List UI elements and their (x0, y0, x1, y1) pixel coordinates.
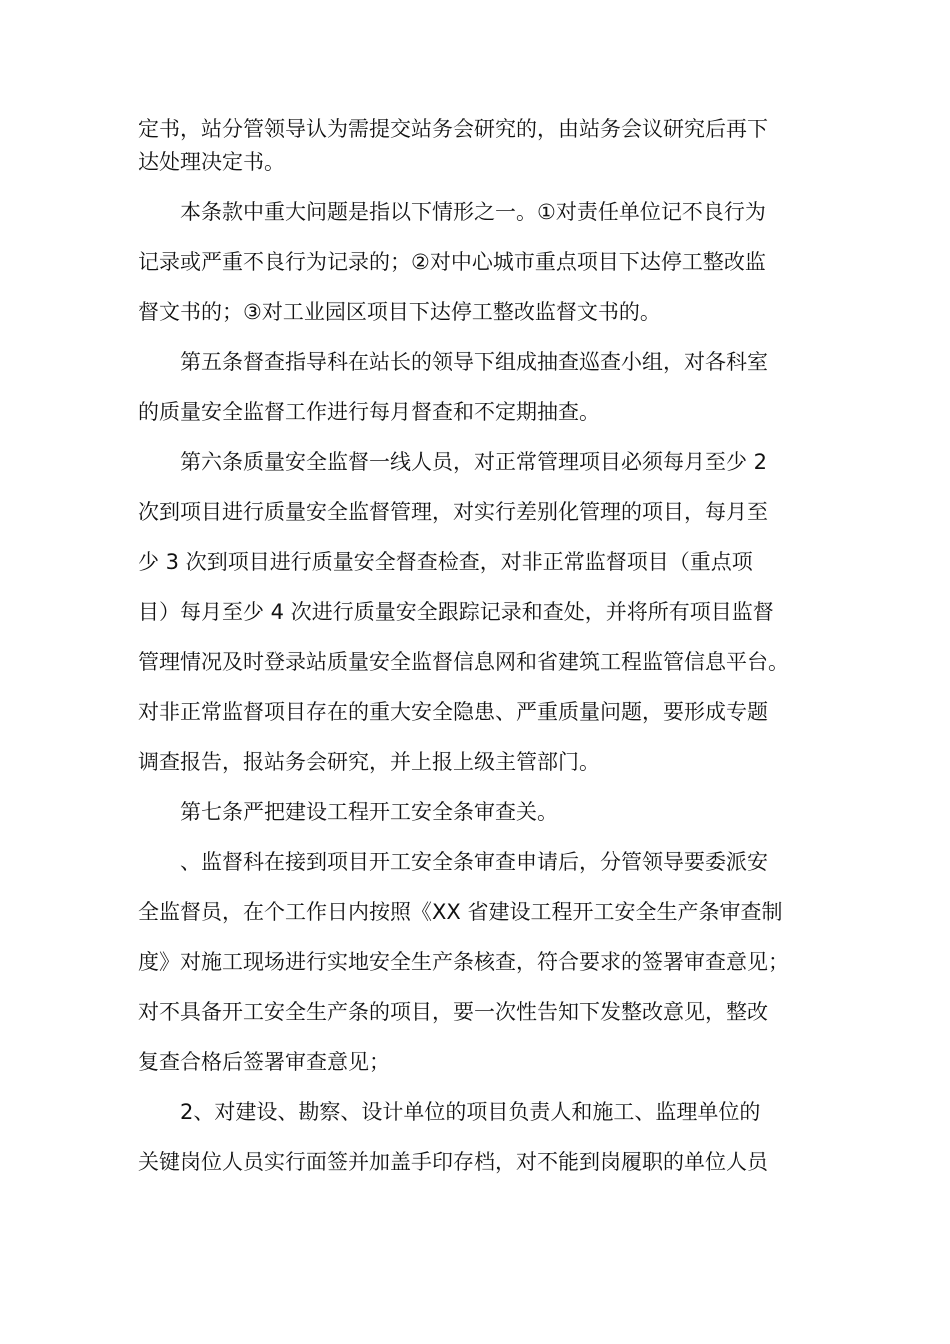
text-line: 督文书的；③对工业园区项目下达停工整改监督文书的。 (138, 300, 661, 324)
text-line: 本条款中重大问题是指以下情形之一。①对责任单位记不良行为 (180, 200, 766, 224)
text-line: 少 3 次到项目进行质量安全督查检查，对非正常监督项目（重点项 (138, 550, 753, 574)
paragraph-5 (138, 796, 818, 828)
text-line: 关键岗位人员实行面签并加盖手印存档，对不能到岗履职的单位人员 (138, 1150, 768, 1174)
document-body (138, 113, 818, 1178)
text-line: 、监督科在接到项目开工安全条审查申请后，分管领导要委派安 (180, 850, 768, 874)
text-line: 达处理决定书。 (138, 150, 285, 174)
text-line: 第五条督查指导科在站长的领导下组成抽查巡查小组，对各科室 (180, 350, 768, 374)
text-line: 2、对建设、勘察、设计单位的项目负责人和施工、监理单位的 (180, 1100, 761, 1124)
text-line: 第六条质量安全监督一线人员，对正常管理项目必须每月至少 2 (180, 450, 768, 474)
text-line: 目）每月至少 4 次进行质量安全跟踪记录和查处，并将所有项目监督 (138, 600, 774, 624)
text-line: 度》对施工现场进行实地安全生产条核查，符合要求的签署审查意见； (138, 950, 789, 974)
paragraph-2 (138, 196, 818, 328)
paragraph-3 (138, 346, 818, 428)
text-line: 对不具备开工安全生产条的项目，要一次性告知下发整改意见，整改 (138, 1000, 768, 1024)
text-line: 次到项目进行质量安全监督管理，对实行差别化管理的项目，每月至 (138, 500, 768, 524)
text-line: 定书，站分管领导认为需提交站务会研究的，由站务会议研究后再下 (138, 117, 768, 141)
paragraph-4 (138, 446, 818, 778)
text-line: 的质量安全监督工作进行每月督查和不定期抽查。 (138, 400, 600, 424)
text-line: 调查报告，报站务会研究，并上报上级主管部门。 (138, 750, 600, 774)
paragraph-7 (138, 1096, 818, 1178)
text-line: 第七条严把建设工程开工安全条审查关。 (180, 800, 558, 824)
text-line: 全监督员，在个工作日内按照《XX 省建设工程开工安全生产条审查制 (138, 900, 783, 924)
text-line: 记录或严重不良行为记录的；②对中心城市重点项目下达停工整改监 (138, 250, 766, 274)
paragraph-1 (138, 113, 818, 178)
text-line: 对非正常监督项目存在的重大安全隐患、严重质量问题，要形成专题 (138, 700, 768, 724)
paragraph-6 (138, 846, 818, 1078)
text-line: 管理情况及时登录站质量安全监督信息网和省建筑工程监管信息平台。 (138, 650, 789, 674)
text-line: 复查合格后签署审查意见； (138, 1050, 390, 1074)
